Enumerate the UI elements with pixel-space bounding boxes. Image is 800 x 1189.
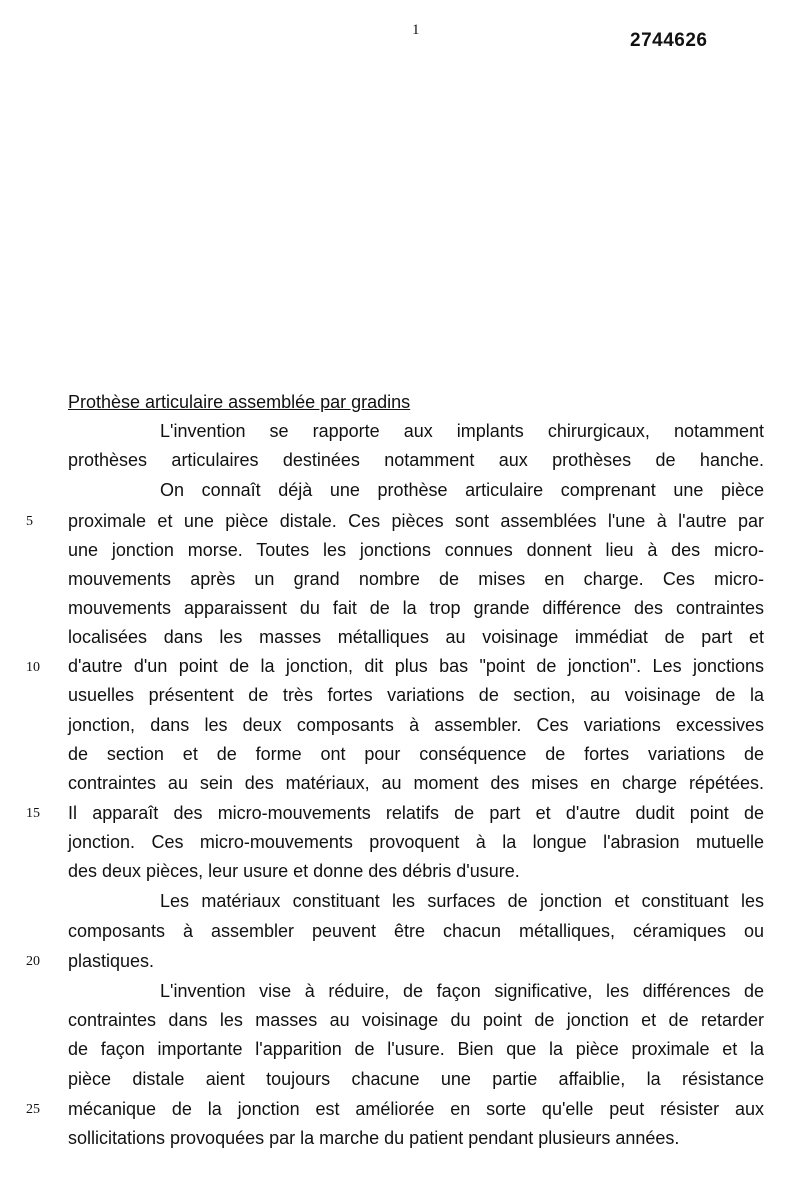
text-line: prothèses articulaires destinées notamment aux prothèses de hanche. xyxy=(68,450,764,470)
text-line: Les matériaux constituant les surfaces de jonction et constituant les xyxy=(160,891,764,911)
text-line: des deux pièces, leur usure et donne des débris d'usure. xyxy=(68,861,520,881)
text-line: Il apparaît des micro-mouvements relatifs de part et d'autre dudit point de xyxy=(68,803,764,823)
document-number: 2744626 xyxy=(630,30,708,51)
text-line: mécanique de la jonction est améliorée en sorte qu'elle peut résister aux xyxy=(68,1099,764,1119)
text-line: plastiques. xyxy=(68,951,155,971)
text-line: localisées dans les masses métalliques au voisinage immédiat de part et xyxy=(68,627,764,647)
line-number: 10 xyxy=(26,660,40,675)
text-line: jonction. Ces micro-mouvements provoquent à la longue l'abrasion mutuelle xyxy=(68,832,764,852)
line-number: 15 xyxy=(26,806,40,821)
text-line: L'invention se rapporte aux implants chirurgicaux, notamment xyxy=(160,421,764,441)
text-line: sollicitations provoquées par la marche du patient pendant plusieurs années. xyxy=(68,1128,680,1148)
text-line: d'autre d'un point de la jonction, dit plus bas "point de jonction". Les jonctions xyxy=(68,656,764,676)
document-title: Prothèse articulaire assemblée par gradins xyxy=(68,392,411,412)
text-line: L'invention vise à réduire, de façon significative, les différences de xyxy=(160,981,764,1001)
text-line: de façon importante l'apparition de l'usure. Bien que la pièce proximale et la xyxy=(68,1039,764,1059)
text-line: jonction, dans les deux composants à assembler. Ces variations excessives xyxy=(68,715,764,735)
line-number: 25 xyxy=(26,1102,40,1117)
text-line: composants à assembler peuvent être chacun métalliques, céramiques ou xyxy=(68,921,764,941)
text-line: proximale et une pièce distale. Ces pièces sont assemblées l'une à l'autre par xyxy=(68,511,764,531)
text-line: une jonction morse. Toutes les jonctions connues donnent lieu à des micro- xyxy=(68,540,764,560)
text-line: mouvements après un grand nombre de mises en charge. Ces micro- xyxy=(68,569,764,589)
text-line: contraintes au sein des matériaux, au moment des mises en charge répétées. xyxy=(68,773,764,793)
text-line: mouvements apparaissent du fait de la trop grande différence des contraintes xyxy=(68,598,764,618)
text-line: pièce distale aient toujours chacune une partie affaiblie, la résistance xyxy=(68,1069,764,1089)
text-line: contraintes dans les masses au voisinage du point de jonction et de retarder xyxy=(68,1010,764,1030)
text-line: usuelles présentent de très fortes variations de section, au voisinage de la xyxy=(68,685,764,705)
text-line: de section et de forme ont pour conséquence de fortes variations de xyxy=(68,744,764,764)
line-number: 5 xyxy=(26,514,33,529)
page-number: 1 xyxy=(412,22,420,38)
line-number: 20 xyxy=(26,954,40,969)
text-line: On connaît déjà une prothèse articulaire comprenant une pièce xyxy=(160,480,764,500)
